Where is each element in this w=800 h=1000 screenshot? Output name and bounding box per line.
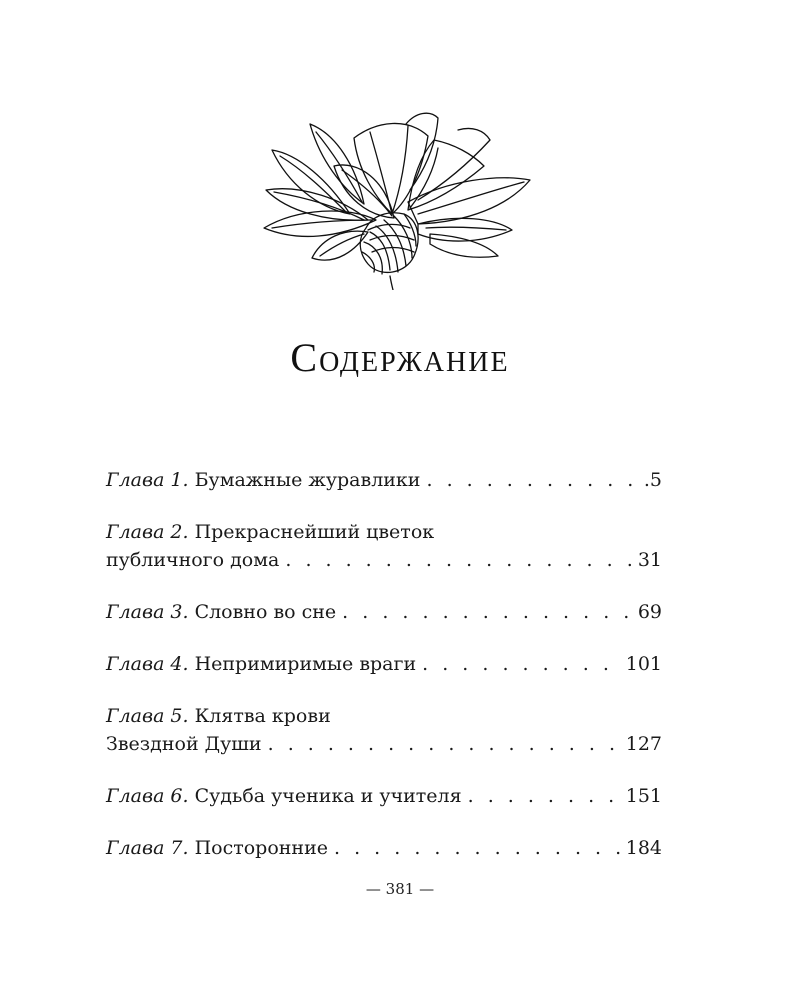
chapter-title: Прекраснейший цветок bbox=[194, 521, 435, 543]
toc-entry-4[interactable] bbox=[106, 650, 662, 678]
chapter-title: Клятва крови bbox=[194, 705, 331, 727]
dot-leader bbox=[426, 466, 639, 494]
toc-line bbox=[106, 834, 662, 862]
page-number: .5 bbox=[643, 469, 662, 491]
lotus-flower-icon bbox=[258, 110, 534, 290]
toc-line bbox=[106, 598, 662, 626]
dot-leader bbox=[422, 650, 622, 678]
chapter-label: Глава 7. bbox=[106, 837, 189, 859]
chapter-title-continued: Звездной Души bbox=[106, 733, 262, 755]
dot-leader bbox=[334, 834, 622, 862]
toc-line bbox=[106, 466, 662, 494]
toc-entry-5[interactable] bbox=[106, 702, 662, 758]
page-number: 184 bbox=[625, 837, 662, 859]
toc-line bbox=[106, 650, 662, 678]
chapter-label: Глава 5. bbox=[106, 705, 189, 727]
dot-leader bbox=[285, 546, 633, 574]
toc-entry-3[interactable] bbox=[106, 598, 662, 626]
chapter-title-continued: публичного дома bbox=[106, 549, 280, 571]
chapter-title: Бумажные журавлики bbox=[194, 469, 421, 491]
chapter-label: Глава 2. bbox=[106, 521, 189, 543]
chapter-label: Глава 6. bbox=[106, 785, 189, 807]
toc-line bbox=[106, 782, 662, 810]
toc-entry-6[interactable] bbox=[106, 782, 662, 810]
table-of-contents bbox=[106, 466, 662, 886]
toc-entry-7[interactable] bbox=[106, 834, 662, 862]
toc-entry-1[interactable] bbox=[106, 466, 662, 494]
page-number: 127 bbox=[625, 733, 662, 755]
chapter-label: Глава 4. bbox=[106, 653, 189, 675]
chapter-label: Глава 1. bbox=[106, 469, 189, 491]
dot-leader bbox=[268, 730, 622, 758]
page-number: 31 bbox=[637, 549, 662, 571]
chapter-title: Словно во сне bbox=[194, 601, 337, 623]
toc-line bbox=[106, 546, 662, 574]
page-number: 101 bbox=[625, 653, 662, 675]
toc-line bbox=[106, 518, 662, 546]
chapter-title: Судьба ученика и учителя bbox=[194, 785, 462, 807]
toc-line bbox=[106, 730, 662, 758]
chapter-title: Посторонние bbox=[194, 837, 328, 859]
dot-leader bbox=[468, 782, 622, 810]
page-folio: — 381 — bbox=[365, 880, 435, 898]
page-title: Содержание bbox=[290, 335, 510, 380]
toc-entry-2[interactable] bbox=[106, 518, 662, 574]
page-number: 69 bbox=[637, 601, 662, 623]
dot-leader bbox=[342, 598, 634, 626]
chapter-label: Глава 3. bbox=[106, 601, 189, 623]
toc-line bbox=[106, 702, 662, 730]
page-number: 151 bbox=[625, 785, 662, 807]
chapter-title: Непримиримые враги bbox=[194, 653, 417, 675]
